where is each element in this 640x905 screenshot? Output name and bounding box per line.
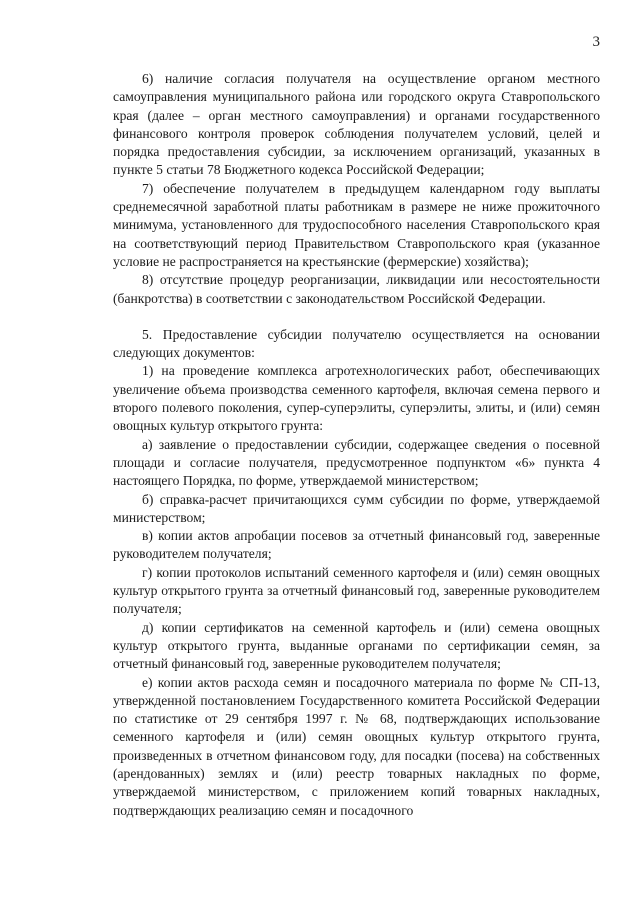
section-gap: [113, 308, 600, 326]
subitem-v-approbation-acts: в) копии актов апробации посевов за отчетный финансовый год, заверенные руководителем получателя;: [113, 528, 600, 562]
subitem-e-seed-expense-acts: е) копии актов расхода семян и посадочного материала по форме № СП-13, утвержденной постановлением Государственного комитета Российской Федерации по статистике от 29 сентября 1997 г. № 68, подтверждающих использование семенного картофеля и (или) семян овощных культур открытого грунта, произведенных в отчетном финансовом году, для посадки (посева) на собственных (арендованных) землях и (или) реестр товарных накладных по форме, утверждаемой министерством, с приложением копий товарных накладных, подтверждающих реализацию семян и посадочного: [113, 674, 600, 818]
item-1-agrotech-works: 1) на проведение комплекса агротехнологических работ, обеспечивающих увеличение объема производства семенного картофеля, включая семена первого и второго полевого поколения, супер-суперэлиты, суперэлиты, элиты, и (или) семян овощных культур открытого грунта:: [113, 363, 600, 434]
paragraph-8-no-bankruptcy: 8) отсутствие процедур реорганизации, ликвидации или несостоятельности (банкротства) в соответствии с законодательством Российской Федерации.: [113, 272, 600, 306]
document-body: [113, 70, 600, 820]
subitem-d-certificates: д) копии сертификатов на семенной картофель и (или) семена овощных культур открытого грунта, выданные органами по сертификации семян, за отчетный финансовый год, заверенные руководителем получателя;: [113, 619, 600, 672]
section-5-intro: 5. Предоставление субсидии получателю осуществляется на основании следующих документов:: [113, 326, 600, 361]
paragraph-7-salary: 7) обеспечение получателем в предыдущем календарном году выплаты среднемесячной заработной платы работникам в размере не ниже прожиточного минимума, установленного для трудоспособного населения Ставропольского края на соответствующий период Правительством Ставропольского края (указанное условие не распространяется на крестьянские (фермерские) хозяйства);: [113, 180, 600, 269]
subitem-a-application: а) заявление о предоставлении субсидии, содержащее сведения о посевной площади и согласие получателя, предусмотренное подпунктом «6» пункта 4 настоящего Порядка, по форме, утверждаемой министерством;: [113, 436, 600, 489]
subitem-g-test-protocols: г) копии протоколов испытаний семенного картофеля и (или) семян овощных культур открытого грунта за отчетный финансовый год, заверенные руководителем получателя;: [113, 564, 600, 617]
page-number: 3: [592, 34, 600, 50]
subitem-b-calculation: б) справка-расчет причитающихся сумм субсидии по форме, утверждаемой министерством;: [113, 491, 600, 525]
paragraph-6-consent: 6) наличие согласия получателя на осуществление органом местного самоуправления муниципального района или городского округа Ставропольского края (далее – орган местного самоуправления) и органами государственного финансового контроля проверок соблюдения получателем условий, целей и порядка предоставления субсидии, за исключением организаций, указанных в пункте 5 статьи 78 Бюджетного кодекса Российской Федерации;: [113, 71, 600, 178]
